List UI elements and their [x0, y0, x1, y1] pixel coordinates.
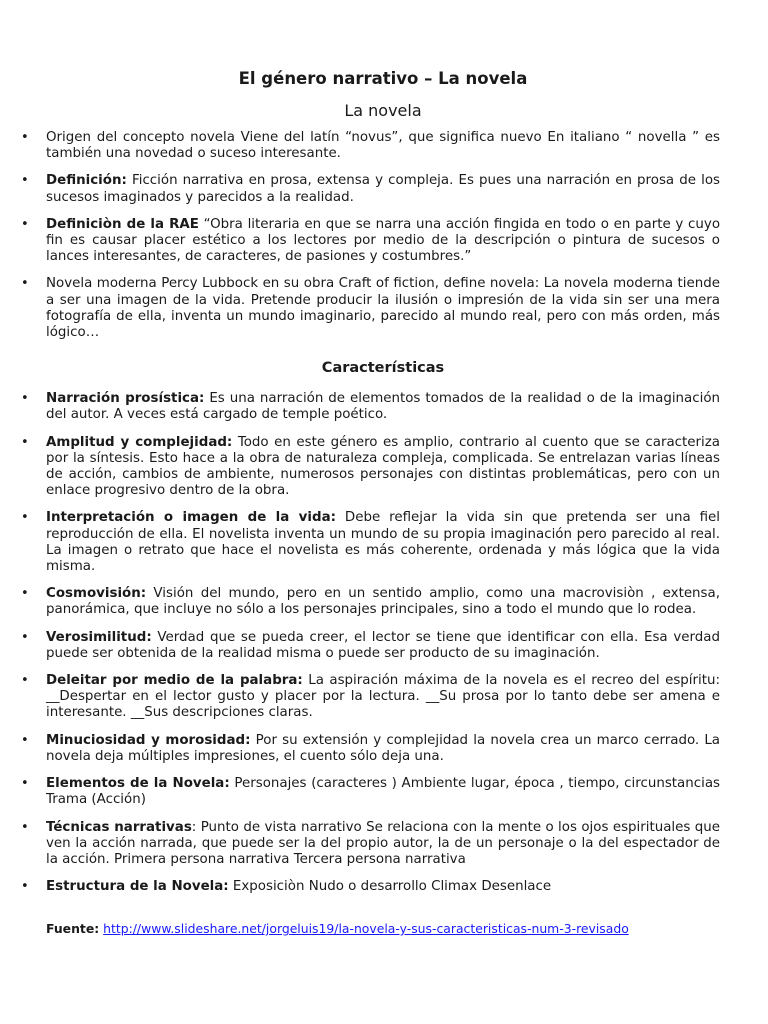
list-item-characteristic	[46, 733, 720, 765]
item-text: Verdad que se pueda creer, el lector se tiene que identificar con ella. Esa verdad puede ser obtenida de la realidad misma o puede ser producto de su imaginación.	[46, 629, 720, 661]
list-item-definition	[46, 173, 720, 205]
list-item-characteristic	[46, 776, 720, 808]
intro-list	[46, 130, 720, 341]
characteristics-heading: Características	[321, 360, 445, 377]
item-bold-label: Amplitud y complejidad:	[46, 434, 233, 450]
source-label: Fuente:	[46, 921, 100, 937]
item-text: Es una narración de elementos tomados de la realidad o de la imaginación del autor. A veces está cargado de temple poético.	[46, 391, 721, 423]
list-item-characteristic	[46, 586, 720, 618]
list-item-characteristic	[46, 510, 720, 575]
item-bold-label: Narración prosística:	[46, 391, 205, 407]
list-item-characteristic	[46, 391, 720, 423]
list-item-characteristic	[46, 820, 720, 869]
item-text: “Obra literaria en que se narra una acción fingida en todo o en parte y cuyo fin es causar placer estético a los lectores por medio de la descripción o pintura de sucesos o lances interesantes, de caracteres, de pasiones y costumbres.”	[46, 216, 721, 265]
item-text: Personajes (caracteres ) Ambiente lugar, época , tiempo, circunstancias Trama (Acción)	[46, 776, 720, 808]
item-bold-label: Interpretación o imagen de la vida:	[46, 510, 336, 526]
list-item-characteristic	[46, 879, 720, 895]
item-bold-label: Técnicas narrativas	[46, 819, 192, 835]
item-text: Debe reflejar la vida sin que pretenda ser una fiel reproducción de ella. El novelista inventa un mundo de su propia imaginación pero parecido al real. La imagen o retrato que hace el novelista es más coherente, ordenada y más lógica que la vida misma.	[46, 510, 721, 575]
item-bold-label: Elementos de la Novela:	[46, 776, 230, 792]
document-title: El género narrativo – La novela	[238, 69, 528, 88]
item-bold-label: Cosmovisión:	[46, 586, 147, 602]
list-item-characteristic	[46, 630, 720, 662]
item-bold-label: Verosimilitud:	[46, 629, 152, 645]
item-bold-label: Definiciòn de la RAE	[46, 216, 199, 232]
characteristics-list	[46, 391, 720, 895]
item-text: Por su extensión y complejidad la novela crea un marco cerrado. La novela deja múltiples impresiones, el cuento sólo deja una.	[46, 732, 721, 764]
item-text: Exposiciòn Nudo o desarrollo Climax Desenlace	[228, 879, 552, 895]
item-text: Origen del concepto novela Viene del latín “novus”, que significa nuevo En italiano “ novella ” es también una novedad o suceso interesante.	[46, 130, 720, 162]
item-bold-label: Definición:	[46, 173, 127, 189]
list-item-origin	[46, 130, 720, 162]
document-subtitle: La novela	[344, 101, 422, 120]
item-text: Ficción narrativa en prosa, extensa y compleja. Es pues una narración en prosa de los sucesos imaginados y parecidos a la realidad.	[46, 173, 720, 205]
item-text: Novela moderna Percy Lubbock en su obra Craft of fiction, define novela: La novela moderna tiende a ser una imagen de la vida. Pretende producir la ilusión o impresión de la vida sin ser una mera fotografía de ella, inventa un mundo imaginario, parecido al mundo real, pero con más orden, más lógico…	[46, 276, 720, 341]
list-item-characteristic	[46, 435, 720, 500]
item-bold-label: Minuciosidad y morosidad:	[46, 732, 251, 748]
source-link[interactable]: http://www.slideshare.net/jorgeluis19/la-novela-y-sus-caracteristicas-num-3-revisado	[103, 921, 629, 937]
item-text: La aspiración máxima de la novela es el recreo del espíritu: __Despertar en el lector gusto y placer por la lectura. __Su prosa por lo tanto debe ser amena e interesante. __Sus descripciones claras.	[46, 673, 721, 721]
item-bold-label: Estructura de la Novela:	[46, 879, 229, 895]
list-item-modern-novel	[46, 276, 720, 341]
source-line	[46, 921, 720, 937]
item-bold-label: Deleitar por medio de la palabra:	[46, 673, 303, 689]
item-text: Todo en este género es amplio, contrario al cuento que se caracteriza por la síntesis. Esto hace a la obra de naturaleza compleja, complicada. Se entrelazan varias líneas de acción, cambios de ambiente, numerosos personajes con distintas problemáticas, pero con un enlace progresivo dentro de la obra.	[46, 434, 720, 499]
item-text: : Punto de vista narrativo Se relaciona con la mente o los ojos espirituales que ven la acción narrada, que puede ser la del propio autor, la de un personaje o la del espectador de la acción. Primera persona narrativa Tercera persona narrativa	[46, 819, 720, 867]
list-item-rae-definition	[46, 217, 720, 266]
item-text: Visión del mundo, pero en un sentido amplio, como una macrovisiòn , extensa, panorámica, que incluye no sólo a los personajes principales, sino a todo el mundo que lo rodea.	[46, 586, 720, 618]
list-item-characteristic	[46, 673, 720, 722]
